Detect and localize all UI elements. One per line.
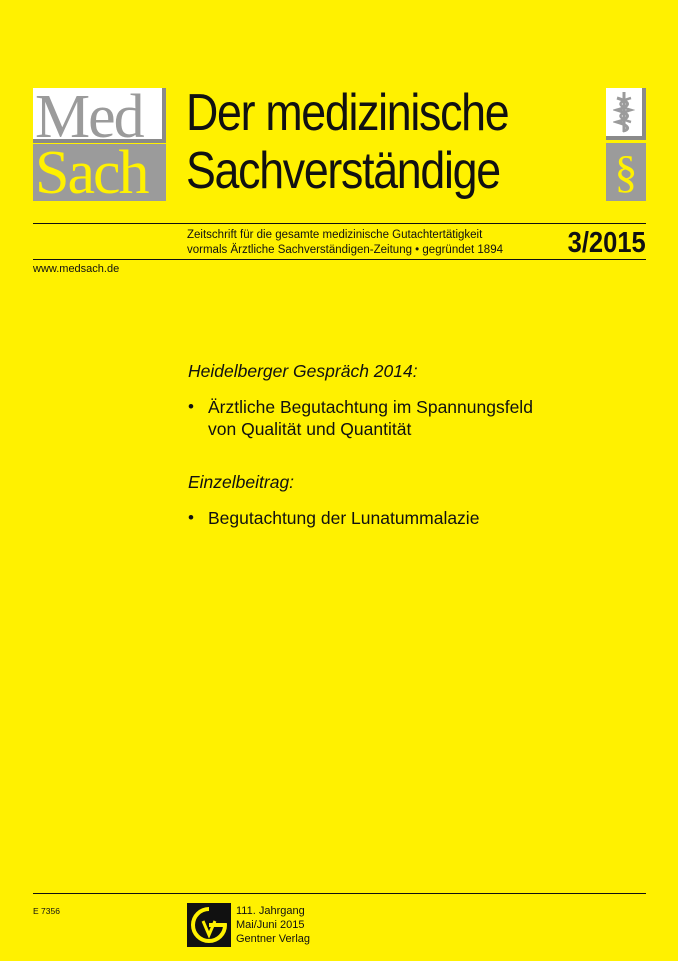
section-heading: Einzelbeitrag: — [188, 472, 295, 492]
section-heidelberger — [188, 360, 533, 440]
caduceus-icon — [606, 88, 646, 140]
middle-divider — [33, 259, 646, 260]
issue-number: 3/2015 — [567, 227, 646, 259]
postal-code: E 7356 — [33, 906, 60, 916]
section-heading: Heidelberger Gespräch 2014: — [188, 361, 418, 381]
volume-text: 111. Jahrgang — [236, 905, 305, 917]
gentner-logo-icon — [187, 903, 231, 947]
bottom-divider — [33, 893, 646, 894]
article-title-line-2: von Qualität und Quantität — [208, 419, 412, 439]
article-item[interactable] — [188, 507, 479, 529]
publisher-text: Gentner Verlag — [236, 933, 310, 945]
title-line-1: Der medizinische — [186, 84, 509, 142]
website-link[interactable]: www.medsach.de — [33, 263, 120, 275]
article-title — [208, 396, 533, 440]
title-line-2: Sachverständige — [186, 142, 500, 200]
logo-sach-text: Sach — [33, 144, 166, 201]
subtitle-line-1: Zeitschrift für die gesamte medizinische Gutachtertätigkeit — [187, 229, 483, 241]
logo-med-text: Med — [33, 88, 166, 143]
medsach-logo — [33, 88, 166, 201]
date-text: Mai/Juni 2015 — [236, 919, 305, 931]
article-item[interactable] — [188, 396, 533, 440]
subtitle-line-2: vormals Ärztliche Sachverständigen-Zeitung • gegründet 1894 — [187, 244, 503, 256]
article-title: Begutachtung der Lunatummalazie — [208, 508, 480, 528]
bullet-icon: • — [188, 397, 194, 416]
publication-info — [236, 904, 310, 946]
paragraph-icon: § — [606, 143, 646, 201]
article-title-line-1: Ärztliche Begutachtung im Spannungsfeld — [208, 397, 533, 417]
section-einzelbeitrag — [188, 471, 479, 529]
bullet-icon: • — [188, 508, 194, 527]
top-divider — [33, 223, 646, 224]
journal-title — [186, 84, 508, 200]
